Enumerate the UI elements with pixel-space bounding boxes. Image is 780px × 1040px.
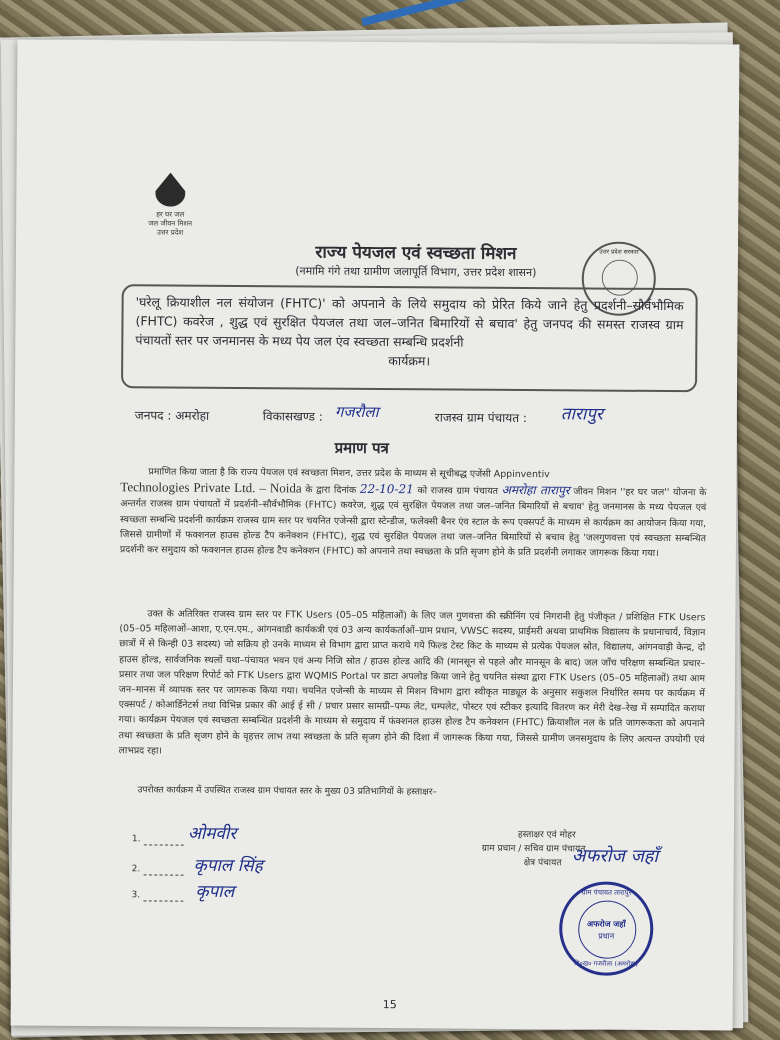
participant-signature-2: कृपाल सिंह	[193, 855, 263, 877]
program-title-last-line: कार्यक्रम।	[388, 353, 431, 369]
stamp-role: प्रधान	[598, 931, 615, 941]
village-label: राजस्व ग्राम पंचायत :	[434, 410, 528, 426]
program-title-box	[121, 284, 698, 392]
mission-title: राज्य पेयजल एवं स्वच्छता मिशन	[315, 242, 517, 264]
signature-line-1	[144, 844, 184, 845]
block-value: गजरौला	[334, 402, 379, 422]
department-subtitle: (नमामि गंगे तथा ग्रामीण जलापूर्ति विभाग, उत्तर प्रदेश शासन)	[295, 264, 537, 280]
signature-number-3: 3.	[131, 890, 141, 901]
kshetra-panchayat-label: क्षेत्र पंचायत	[523, 858, 562, 869]
signatures-intro: उपरोक्त कार्यक्रम में उपस्थित राजस्व ग्राम पंचायत स्तर के मुख्य 03 प्रतिभागियों के हस्ताक्षर–	[137, 785, 437, 798]
village-value: तारापुर	[560, 404, 603, 425]
signature-number-1: 1.	[131, 834, 141, 845]
agency-name: Technologies Private Ltd. – Noida	[120, 479, 302, 496]
certificate-paragraph-1: प्रमाणित किया जाता है कि राज्य पेयजल एवं स्वच्छता मिशन, उत्तर प्रदेश के माध्यम से सूचीबद्ध एजेंसी Appinventiv Technologies Private Ltd. – Noida के द्वारा दिनांक 22-10-21 को राजस्व ग्राम पंचायत अमरोहा तारापुर जीवन मिशन ''हर घर जल'' योजना के अन्तर्गत राजस्व ग्राम पंचायतों में प्रदर्शनी–सौर्वभौमिक (FHTC) कवरेज, शुद्ध एवं सुरक्षित पेयजल तथा जल–जनित बिमारियों से बचाव' हेतु जनमानस के मध्य पेयजल एवं स्वच्छता सम्बन्धि प्रदर्शनी कार्यक्रम राजस्व ग्राम स्तर पर चयनित एजेन्सी द्वारा स्टेन्डीज, फलेक्सी बैनर एंव स्टाल के रूप एक्सपर्ट के माध्यम से कार्यक्रम का आयोजन किया गया, जिससे ग्रामीणों में फक्शनल हाउस होल्ड टैप कनेक्शन (FHTC), शुद्ध एवं सुरक्षित पेयजल तथा जल–जनित बिमारियों से बचाव हेतु 'जलगुणवत्ता एवं स्वच्छता सम्बन्धित प्रदर्शनी कर समुदाय को फक्शनल हाउस होल्ड टैप कनेक्शन (FHTC) को अपनाने तथा स्वच्छता के प्रति सृजग होने के प्रति प्रदर्शनी लगाकर जागरूक किया गया।	[119, 466, 707, 559]
participant-signature-1: ओमवीर	[187, 823, 237, 845]
pradhan-signature: अफरोज जहाँ	[571, 845, 659, 867]
har-ghar-jal-logo: हर घर जल जल जीवन मिशन उत्तर प्रदेश	[134, 172, 206, 238]
participant-signature-3: कृपाल	[195, 881, 235, 903]
program-title-text: 'घरेलू क्रियाशील नल संयोजन (FHTC)' को अपनाने के लिये समुदाय को प्रेरित किये जाने हेतु प्रदर्शनी–सौर्वभौमिक (FHTC) कवरेज , शुद्ध एवं सुरक्षित पेयजल तथा जल–जनित बिमारियों से बचाव' हेतु जनपद की समस्त राजस्व ग्राम पंचायतों स्तर पर जनमानस के मध्य पेय जल एंव स्वच्छता सम्बन्धि प्रदर्शनी	[135, 294, 684, 350]
stamp-bottom-text: वि०ख० गजरौला (अमरोहा)	[574, 959, 638, 968]
certificate-paragraph-2: उक्त के अतिरिक्त राजस्व ग्राम स्तर पर FTK Users (05–05 महिलाओं) के लिए जल गुणवत्ता की स्क्रीनिंग एवं निगरानी हेतु पंजीकृत / प्रशिक्षित FTK Users (05–05 महिलाओं–आशा, ए.एन.एम., आंगनवाडी कार्यकत्री एवं 03 अन्य कार्यकर्ताओं–ग्राम प्रधान, VWSC सदस्य, प्राईमरी अथवा प्राथमिक विद्यालय के प्रधानाचार्य, विज्ञान छात्रों में से किन्ही 03 सदस्य) जो सक्रिय हो उनके माध्यम से विभाग द्वारा प्राप्त कराये गये फिल्ड टेस्ट किट के माध्यम से प्रत्येक पेयजल स्रोत, विद्यालय, आंगनवाड़ी केन्द्र, दो हाउस होल्ड, सार्वजनिक स्थलों यथा–पंचायत भवन एवं अन्य निजि स्रोत / हाउस होल्ड आदि की (मानसून से पहले और मानसून के बाद) जल जाँच परिक्षण सम्बन्धित प्रचार–प्रसार तथा जल परिक्षण रिपोर्ट को FTK Users द्वारा WQMIS Portal पर डाटा अपलोड किया जाने हेतु चयनित संस्था द्वारा FTK Users (05–05 महिलाओं) तथा आम जन–मानस में व्यापक स्तर पर जागरूक किया गया। चयनित एजेन्सी के माध्यम से मिशन विभाग द्वारा स्वीकृत माड्यूल के अनुसार सकुशल निर्धारित समय पर कार्यक्रम में एक्सपर्ट / कोआर्डिनेटर्स तथा विभिन्न प्रकार की आई ई सी / प्रचार प्रसार सामग्री–पम्फ लेट, घम्पलेट, पोस्टर एवं स्टीकर इत्यादि वितरण कर मेरी देख–रेख में सम्पादित कराया गया। कार्यक्रम पेयजल एवं स्वच्छता सम्बन्धित प्रदर्शनी के माध्यम से समुदाय में फंक्शनल हाउस होल्ड टैप कनेक्शन (FHTC) क्रियाशील नल के प्रति जागरूकता को अपनाने तथा स्वच्छता के प्रति सृजग होने के वृहत्तर लाभ तथा स्वच्छता के प्रति सृजग होने की दिशा में जागरूक किया गया, जिससे ग्रामीण जनसमुदाय के लिए अत्यन्त उपयोगी एवं लाभप्रद रहा।	[118, 608, 706, 757]
block-label: विकासखण्ड :	[262, 409, 323, 424]
pradhan-secretary-label: ग्राम प्रधान / सचिव ग्राम पंचायत	[481, 843, 586, 855]
up-government-emblem: उत्तर प्रदेश सरकार	[582, 241, 657, 316]
gram-panchayat-stamp	[559, 881, 654, 976]
signature-line-2	[144, 874, 184, 875]
signature-line-3	[143, 900, 183, 901]
district-label: जनपद : अमरोहा	[134, 408, 210, 423]
sign-and-seal-label: हस्ताक्षर एवं मोहर	[517, 830, 576, 841]
water-drop-icon	[155, 172, 185, 206]
signature-number-2: 2.	[131, 864, 141, 875]
event-date: 22-10-21	[359, 482, 414, 497]
certificate-page	[11, 39, 740, 1030]
certificate-heading: प्रमाण पत्र	[334, 438, 389, 458]
handwritten-village: अमरोहा तारापुर	[501, 483, 570, 498]
blue-pen	[361, 0, 508, 26]
page-number: 15	[382, 998, 397, 1012]
stamp-ring-text: ग्राम पंचायत तारापुर	[581, 888, 632, 897]
stamp-name: अफरोज जहाँ	[586, 919, 626, 929]
